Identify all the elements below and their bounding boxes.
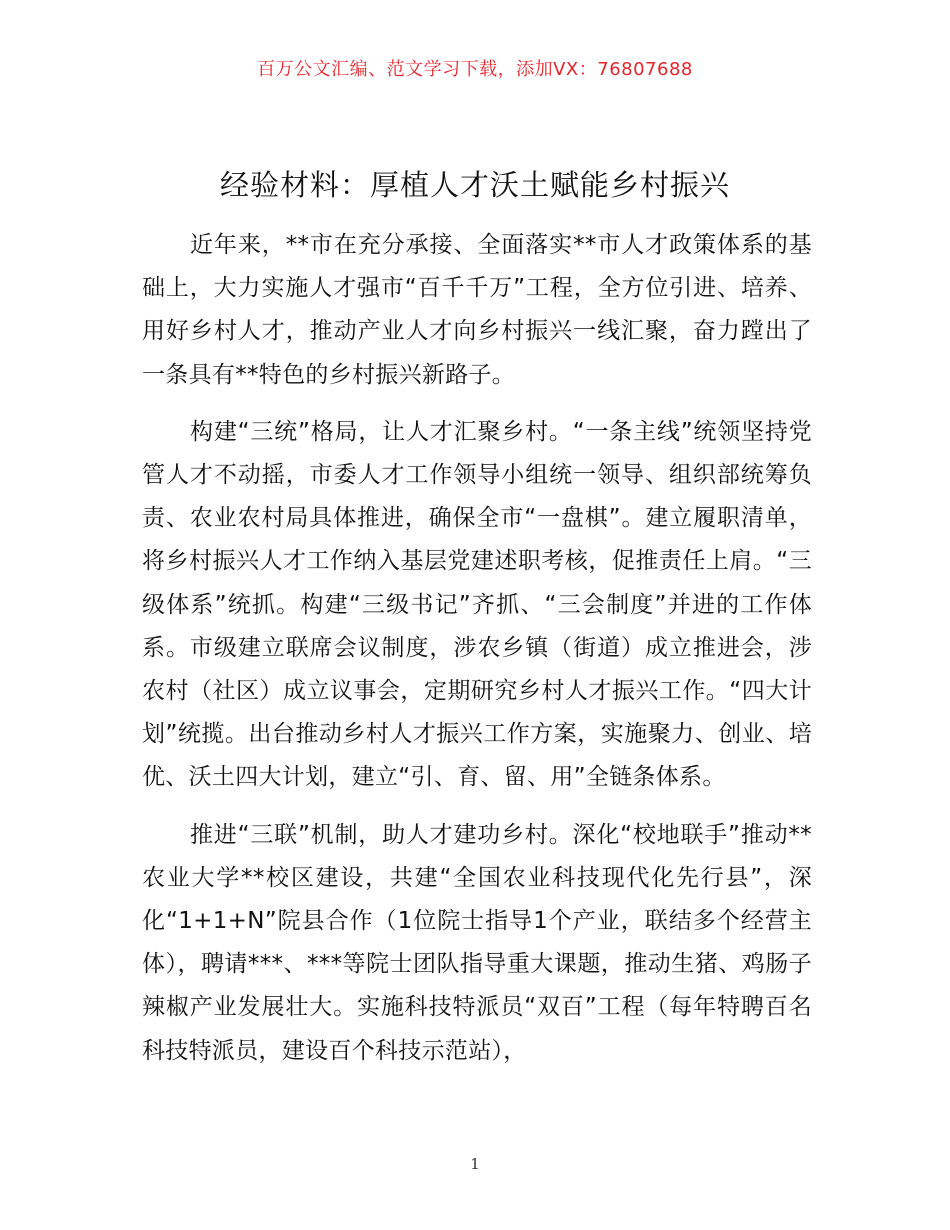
paragraph-three-linked: 推进“三联”机制，助人才建功乡村。深化“校地联手”推动**农业大学**校区建设，共建“全国农业科技现代化先行县”，深化“1+1+N”院县合作（1位院士指导1个产业，联结多个经营主体），聘请***、***等院士团队指导重大课题，推动生猪、鸡肠子辣椒产业发展壮大。实施科技特派员“双百”工程（每年特聘百名科技特派员，建设百个科技示范站）， xyxy=(142,821,812,1064)
document-body xyxy=(142,224,812,1073)
header-note: 百万公文汇编、范文学习下载，添加VX：76807688 xyxy=(257,59,693,80)
document-title: 经验材料：厚植人才沃土赋能乡村振兴 xyxy=(219,168,730,202)
paragraph-three-unified: 构建“三统”格局，让人才汇聚乡村。“一条主线”统领坚持党管人才不动摇，市委人才工作领导小组统一领导、组织部统筹负责、农业农村局具体推进，确保全市“一盘棋”。建立履职清单，将乡村振兴人才工作纳入基层党建述职考核，促推责任上肩。“三级体系”统抓。构建“三级书记”齐抓、“三会制度”并进的工作体系。市级建立联席会议制度，涉农乡镇（街道）成立推进会，涉农村（社区）成立议事会，定期研究乡村人才振兴工作。“四大计划”统揽。出台推动乡村人才振兴工作方案，实施聚力、创业、培优、沃土四大计划，建立“引、育、留、用”全链条体系。 xyxy=(142,418,812,791)
paragraph-intro: 近年来，**市在充分承接、全面落实**市人才政策体系的基础上，大力实施人才强市“百千千万”工程，全方位引进、培养、用好乡村人才，推动产业人才向乡村振兴一线汇聚，奋力蹚出了一条具有**特色的乡村振兴新路子。 xyxy=(142,232,812,388)
page-number: 1 xyxy=(470,1155,480,1173)
